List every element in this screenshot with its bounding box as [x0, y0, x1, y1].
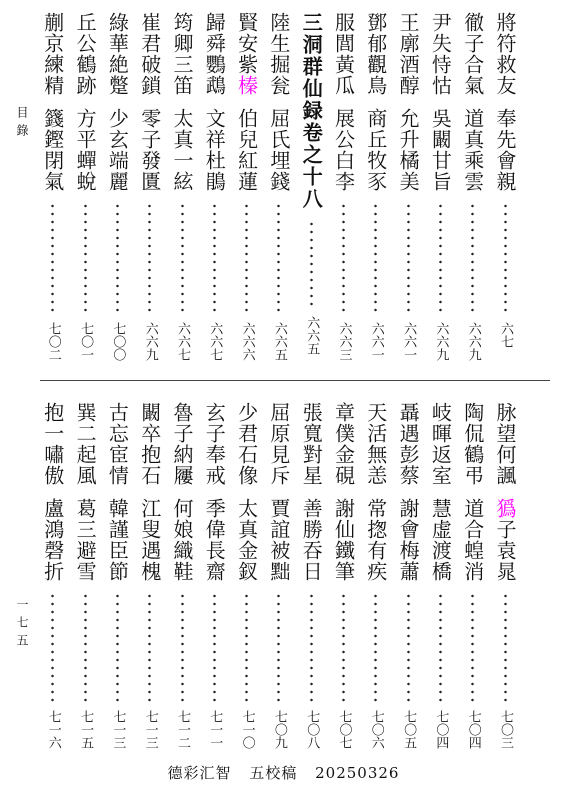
entry-text: 抱一嘯傲: [40, 402, 65, 486]
dot-leader: [310, 592, 313, 702]
entry-text: 將符救友: [493, 12, 517, 96]
entry-text: 慧虚渡橋: [428, 498, 453, 582]
entry-text: 道合蝗消: [460, 498, 485, 582]
entry-page-number: 六六七: [207, 322, 223, 361]
entry-page-number: 七〇〇: [110, 322, 126, 361]
entry-title-second: [427, 108, 453, 192]
entry-title-first: [363, 12, 389, 96]
entry-title-second: [460, 498, 486, 582]
entry-page-number: 六六九: [433, 322, 449, 361]
entry-title-second: [492, 108, 518, 192]
entry-title-first: [363, 402, 389, 486]
entry-text: 脉望何諷: [493, 402, 517, 486]
entry-title-first: [137, 12, 163, 96]
dot-leader: [439, 202, 442, 314]
entry-text: 商丘牧豕: [363, 108, 388, 192]
toc-entry: [331, 402, 357, 749]
entry-title-first: [40, 12, 66, 96]
entry-text: 零子發匱: [137, 108, 162, 192]
entry-title-second: [266, 498, 292, 582]
entry-text: 吳闞甘旨: [428, 108, 453, 192]
entry-text: 歸舜鸚鵡: [202, 12, 227, 96]
entry-title-first: [331, 402, 357, 486]
entry-text: 太真金釵: [234, 498, 259, 582]
dot-leader: [116, 592, 119, 702]
entry-text: 謝仙鐵筆: [331, 498, 356, 582]
entry-text: 何娘織鞋: [170, 498, 194, 582]
entry-title-second: [331, 108, 357, 192]
entry-page-number: 七〇六: [368, 710, 384, 749]
dot-leader: [471, 202, 474, 314]
entry-text: 常揔有疾: [363, 498, 388, 582]
toc-entry: [363, 12, 389, 361]
entry-title-first: [40, 402, 66, 486]
toc-entry: [72, 402, 98, 749]
entry-text: 古忘宦情: [105, 402, 130, 486]
entry-page-number: 七一二: [175, 710, 190, 749]
entry-title-first: [395, 402, 421, 486]
entry-text: 謝會梅蕭: [396, 498, 421, 582]
entry-text: 奉先會親: [493, 108, 517, 192]
entry-text: 聶遇彭蔡: [396, 402, 421, 486]
toc-entry: [201, 402, 227, 749]
toc-entry: [169, 402, 195, 749]
entry-text: 文祥杜鵑: [202, 108, 227, 192]
entry-title-second: [104, 108, 130, 192]
entry-page-number: 七〇三: [498, 710, 513, 749]
toc-entry: [104, 12, 130, 361]
entry-text: 季偉長齋: [202, 498, 227, 582]
toc-entry: [460, 402, 486, 749]
dot-leader: [504, 592, 507, 702]
entry-page-number: 七一五: [78, 710, 94, 749]
entry-page-number: 七〇七: [336, 710, 352, 749]
entry-title-second: [298, 498, 324, 582]
toc-entry: [395, 402, 421, 749]
dot-leader: [407, 202, 410, 314]
entry-text: 屈氏埋錢: [266, 108, 291, 192]
dot-leader: [504, 202, 507, 314]
entry-title-first: [298, 402, 324, 486]
entry-text: 少君石像: [234, 402, 259, 486]
entry-title-second: [169, 498, 195, 582]
toc-entry: [40, 402, 66, 749]
entry-text: 蒯京練精: [40, 12, 65, 96]
entry-title-second: [266, 108, 292, 192]
entry-text: 陸生掘瓮: [266, 12, 291, 96]
dot-leader: [213, 592, 216, 702]
entry-title-first: [234, 402, 260, 486]
entry-title-first: [460, 12, 486, 96]
entry-text: 魯子納屨: [170, 402, 194, 486]
dot-leader: [148, 592, 151, 702]
entry-text: 少玄端麗: [105, 108, 130, 192]
toc-entry: [234, 402, 260, 749]
entry-text: 岐暉返室: [428, 402, 453, 486]
dot-leader: [374, 592, 377, 702]
toc-entry: [104, 402, 130, 749]
entry-page-number: 六六一: [368, 322, 384, 361]
entry-text: 天活無恙: [363, 402, 388, 486]
toc-entry: [72, 12, 98, 361]
entry-title-second: [72, 498, 98, 582]
entry-title-second: [234, 108, 260, 192]
entry-page-number: 七一三: [110, 710, 126, 749]
entry-text: 張寬對星: [299, 402, 324, 486]
volume-title: 三洞群仙録卷之十八: [299, 12, 324, 210]
entry-title-second: [460, 108, 486, 192]
entry-page-number: 六七: [498, 322, 513, 348]
dot-leader: [471, 592, 474, 702]
entry-title-second: [363, 108, 389, 192]
entry-title-second: [331, 498, 357, 582]
dot-leader: [181, 592, 184, 702]
entry-text: 筠卿三笛: [170, 12, 194, 96]
entry-text: 伯兒紅蓮: [234, 108, 259, 192]
entry-text: 鄧郁觀鳥: [363, 12, 388, 96]
entry-text: 王廓酒醇: [396, 12, 421, 96]
entry-text: 賈誼被黜: [266, 498, 291, 582]
dot-leader: [245, 202, 248, 314]
entry-title-first: [201, 12, 227, 96]
entry-title-first: [266, 12, 292, 96]
entry-title-second: [72, 108, 98, 192]
entry-text: 善勝吞日: [299, 498, 324, 582]
entry-title-second: [395, 108, 421, 192]
entry-text: 允升橘美: [396, 108, 421, 192]
dot-leader: [342, 202, 345, 314]
entry-title-first: [331, 12, 357, 96]
entry-text: 太真一絃: [170, 108, 194, 192]
toc-entry: [460, 12, 486, 361]
entry-text: 闞卒抱石: [137, 402, 162, 486]
entry-title-first: [169, 402, 195, 486]
entry-title-second: [137, 498, 163, 582]
toc-entry: [266, 12, 292, 361]
entry-page-number: 七〇一: [78, 322, 94, 361]
entry-title-second: [104, 498, 130, 582]
entry-title-second: [137, 108, 163, 192]
entry-title-second: [201, 108, 227, 192]
dot-leader: [407, 592, 410, 702]
entry-title-second: [427, 498, 453, 582]
toc-entry: [266, 402, 292, 749]
entry-title-first: [492, 12, 518, 96]
footer-edition: 五校稿: [249, 764, 298, 782]
highlighted-char: 㺔: [493, 498, 517, 519]
highlighted-char: 榛: [234, 75, 259, 96]
toc-entry: [169, 12, 195, 361]
toc-entry: [395, 12, 421, 361]
entry-text: 崔君破鎖: [137, 12, 162, 96]
dot-leader: [439, 592, 442, 702]
toc-entry: [427, 402, 453, 749]
entry-page-number: 六六七: [175, 322, 190, 361]
dot-leader: [374, 202, 377, 314]
dot-leader: [342, 592, 345, 702]
entry-text: 玄子奉戒: [202, 402, 227, 486]
dot-leader: [277, 202, 280, 314]
entry-title-second: [201, 498, 227, 582]
toc-entry: [331, 12, 357, 361]
entry-text: 巽二起風: [73, 402, 98, 486]
entry-title-second: [363, 498, 389, 582]
entry-text: 葛三避雪: [73, 498, 98, 582]
toc-entry: [363, 402, 389, 749]
entry-page-number: 七〇五: [401, 710, 417, 749]
entry-page-number: 六六九: [142, 322, 158, 361]
entry-title-second: [40, 108, 66, 192]
entry-title-first: [137, 402, 163, 486]
entry-page-number: 六六九: [465, 322, 481, 361]
toc-entry: [137, 402, 163, 749]
dot-leader: [213, 202, 216, 314]
entry-page-number: 六六六: [239, 322, 255, 361]
footer-date-code: 20250326: [315, 764, 400, 782]
page-number: 一七五: [15, 598, 29, 652]
entry-title-second: [40, 498, 66, 582]
entry-page-number: 七〇四: [465, 710, 481, 749]
entry-text: 陶侃鶴弔: [460, 402, 485, 486]
toc-entry: [298, 402, 324, 749]
toc-entry: [492, 12, 518, 348]
dot-leader: [310, 220, 313, 308]
dot-leader: [51, 592, 54, 702]
entry-text: 道真乘雲: [460, 108, 485, 192]
dot-leader: [245, 592, 248, 702]
entry-page-number: 六六三: [336, 322, 352, 361]
entry-text: 韓謹臣節: [105, 498, 130, 582]
footer: [0, 762, 567, 783]
entry-page-number: 六六五: [304, 316, 320, 355]
entry-page-number: 七一六: [45, 710, 61, 749]
entry-title-first: [460, 402, 486, 486]
entry-page-number: 六六五: [271, 322, 287, 361]
entry-text: 展公白李: [331, 108, 356, 192]
entry-text: 籛鏗閉氣: [40, 108, 65, 192]
toc-entry: [137, 12, 163, 361]
dot-leader: [181, 202, 184, 314]
entry-title-first: [234, 12, 260, 96]
entry-page-number: 七一〇: [239, 710, 255, 749]
entry-title-first: [104, 12, 130, 96]
entry-title-first: [201, 402, 227, 486]
volume-title-column: [298, 12, 324, 355]
entry-text: 江叟遇槐: [137, 498, 162, 582]
entry-page-number: 七一三: [142, 710, 158, 749]
dot-leader: [277, 592, 280, 702]
entry-text: 賢安紫: [234, 12, 259, 75]
entry-text: 徹子合氣: [460, 12, 485, 96]
entry-page-number: 七〇四: [433, 710, 449, 749]
entry-title-first: [266, 402, 292, 486]
entry-text: 子袁晁: [493, 519, 517, 582]
entry-title-first: [72, 12, 98, 96]
entry-page-number: 六六一: [401, 322, 417, 361]
entry-text: 屈原見斥: [266, 402, 291, 486]
entry-text: 盧鴻磬折: [40, 498, 65, 582]
entry-text: 章僕金硯: [331, 402, 356, 486]
toc-entry: [234, 12, 260, 361]
entry-title-first: [72, 402, 98, 486]
toc-entry: [427, 12, 453, 361]
toc-entry: [201, 12, 227, 361]
dot-leader: [116, 202, 119, 314]
entry-page-number: 七〇二: [45, 322, 61, 361]
dot-leader: [148, 202, 151, 314]
entry-text: 綠華絶蹩: [105, 12, 130, 96]
dot-leader: [84, 592, 87, 702]
entry-title-first: [104, 402, 130, 486]
entry-title-first: [492, 402, 518, 486]
section-label: 目錄: [15, 106, 29, 142]
entry-title-first: [427, 402, 453, 486]
entry-page-number: 七〇九: [271, 710, 287, 749]
dot-leader: [51, 202, 54, 314]
footer-publisher: 德彩汇智: [167, 764, 232, 782]
entry-title-second: [395, 498, 421, 582]
entry-title-first: [395, 12, 421, 96]
entry-title-first: [169, 12, 195, 96]
entry-page-number: 七〇八: [304, 710, 320, 749]
entry-title-second: [234, 498, 260, 582]
entry-title-second: [169, 108, 195, 192]
entry-text: 丘公鶴跡: [73, 12, 98, 96]
entry-text: 服閭黃瓜: [331, 12, 356, 96]
entry-page-number: 七一一: [207, 710, 223, 749]
toc-entry: [492, 402, 518, 749]
entry-text: 尹失恃怙: [428, 12, 453, 96]
divider-rule: [40, 380, 550, 381]
dot-leader: [84, 202, 87, 314]
entry-title-second: [492, 498, 518, 582]
entry-title-first: [427, 12, 453, 96]
entry-text: 方平蟬蛻: [73, 108, 98, 192]
toc-entry: [40, 12, 66, 361]
